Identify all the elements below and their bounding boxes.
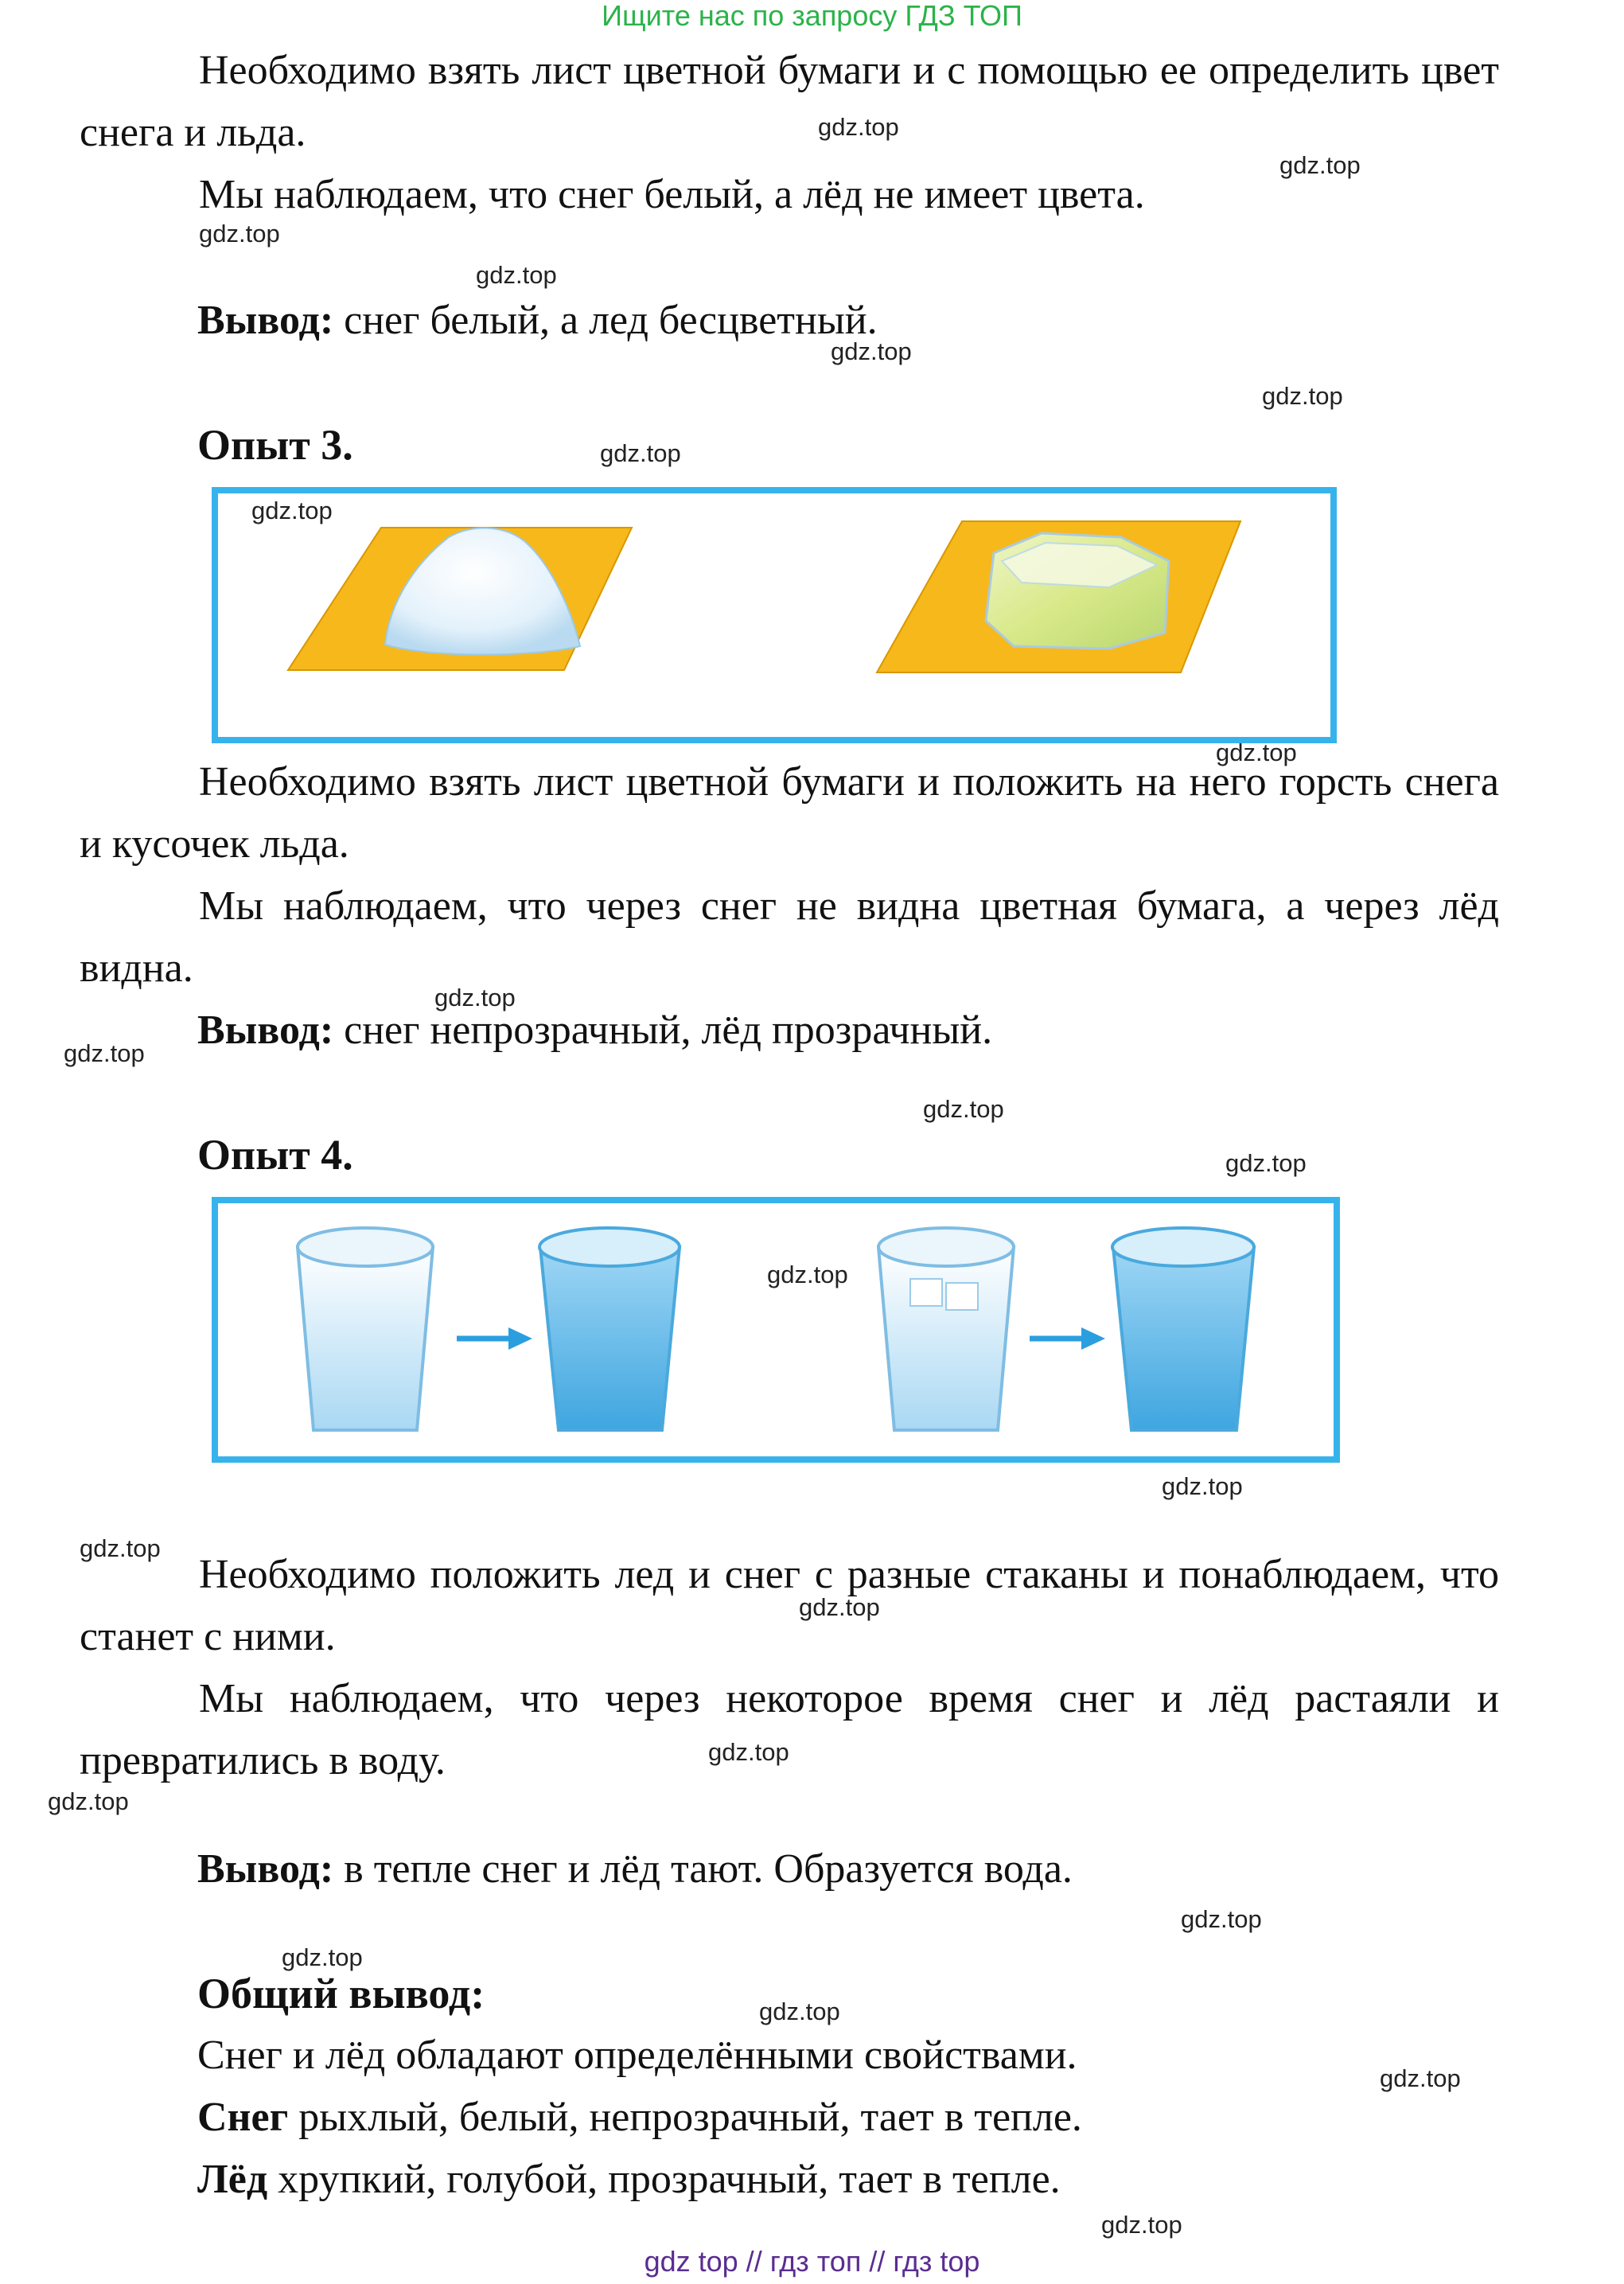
section2-paragraph-2: Мы наблюдаем, что снег белый, а лёд не имеет цвета.: [199, 172, 1145, 217]
footer-links[interactable]: gdz top // гдз топ // гдз top: [644, 2245, 980, 2278]
ice-text: хрупкий, голубой, прозрачный, тает в тепле.: [267, 2157, 1061, 2202]
watermark: gdz.top: [818, 113, 899, 141]
glass-with-water-2: [1112, 1228, 1254, 1430]
experiment-4-conclusion: [197, 1838, 1073, 1900]
watermark: gdz.top: [48, 1787, 129, 1815]
general-conclusion-line-1: Снег и лёд обладают определёнными свойствами.: [197, 2033, 1077, 2078]
section2-paragraph-1: Необходимо взять лист цветной бумаги и с помощью ее определить цвет снега и льда.: [80, 48, 1499, 155]
top-banner[interactable]: Ищите нас по запросу ГДЗ ТОП: [602, 0, 1022, 32]
watermark: gdz.top: [1181, 1905, 1262, 1933]
watermark: gdz.top: [1279, 151, 1361, 179]
general-conclusion-title: Общий вывод:: [197, 1970, 485, 2017]
experiment-4-paragraph-1: Необходимо положить лед и снег с разные стаканы и понаблюдаем, что станет с ними.: [80, 1552, 1499, 1659]
conclusion-text: в тепле снег и лёд тают. Образуется вода.: [333, 1846, 1073, 1892]
ice-properties: [197, 2149, 1061, 2211]
arrow-right-2: [1030, 1327, 1105, 1350]
watermark: gdz.top: [831, 337, 912, 365]
watermark: gdz.top: [600, 439, 681, 467]
experiment-3-figure: [212, 487, 1337, 743]
watermark: gdz.top: [64, 1039, 145, 1067]
arrow-right-1: [457, 1327, 532, 1350]
glass-with-water-1: [539, 1228, 680, 1430]
watermark: gdz.top: [282, 1943, 363, 1971]
experiment-3-paragraph-1: Необходимо взять лист цветной бумаги и положить на него горсть снега и кусочек льда.: [80, 759, 1499, 867]
section2-conclusion: [197, 290, 878, 352]
watermark: gdz.top: [708, 1738, 789, 1766]
watermark: gdz.top: [80, 1534, 161, 1562]
melting-glasses-illustration: [218, 1203, 1334, 1456]
glass-with-snow: [298, 1228, 433, 1430]
watermark: gdz.top: [199, 220, 280, 247]
watermark: gdz.top: [1162, 1472, 1243, 1500]
watermark: gdz.top: [923, 1095, 1004, 1123]
experiment-3-title: Опыт 3.: [197, 421, 353, 469]
conclusion-label: Вывод:: [197, 1008, 334, 1053]
glass-with-ice: [878, 1228, 1014, 1430]
conclusion-label: Вывод:: [197, 1846, 334, 1892]
experiment-4-paragraph-2: Мы наблюдаем, что через некоторое время снег и лёд растаяли и превратились в воду.: [80, 1676, 1499, 1783]
conclusion-text: снег непрозрачный, лёд прозрачный.: [333, 1008, 993, 1053]
conclusion-label: Вывод:: [197, 298, 334, 343]
snow-label: Снег: [197, 2095, 289, 2140]
watermark: gdz.top: [759, 1998, 840, 2025]
watermark: gdz.top: [476, 261, 557, 289]
watermark: gdz.top: [1262, 382, 1343, 410]
watermark: gdz.top: [799, 1593, 880, 1621]
watermark: gdz.top: [251, 497, 333, 524]
watermark: gdz.top: [767, 1261, 848, 1288]
experiment-4-figure: [212, 1197, 1340, 1463]
experiment-4-title: Опыт 4.: [197, 1131, 353, 1179]
snow-and-ice-on-paper-illustration: [218, 493, 1330, 737]
watermark: gdz.top: [1101, 2211, 1182, 2239]
snow-properties: [197, 2087, 1082, 2149]
experiment-3-paragraph-2: Мы наблюдаем, что через снег не видна цветная бумага, а через лёд видна.: [80, 883, 1499, 991]
ice-label: Лёд: [197, 2157, 268, 2202]
conclusion-text: снег белый, а лед бесцветный.: [333, 298, 878, 343]
watermark: gdz.top: [1225, 1149, 1307, 1177]
experiment-3-conclusion: [197, 1000, 992, 1062]
snow-text: рыхлый, белый, непрозрачный, тает в тепле.: [288, 2095, 1082, 2140]
watermark: gdz.top: [1216, 739, 1297, 766]
watermark: gdz.top: [1380, 2064, 1461, 2092]
watermark: gdz.top: [434, 984, 516, 1011]
